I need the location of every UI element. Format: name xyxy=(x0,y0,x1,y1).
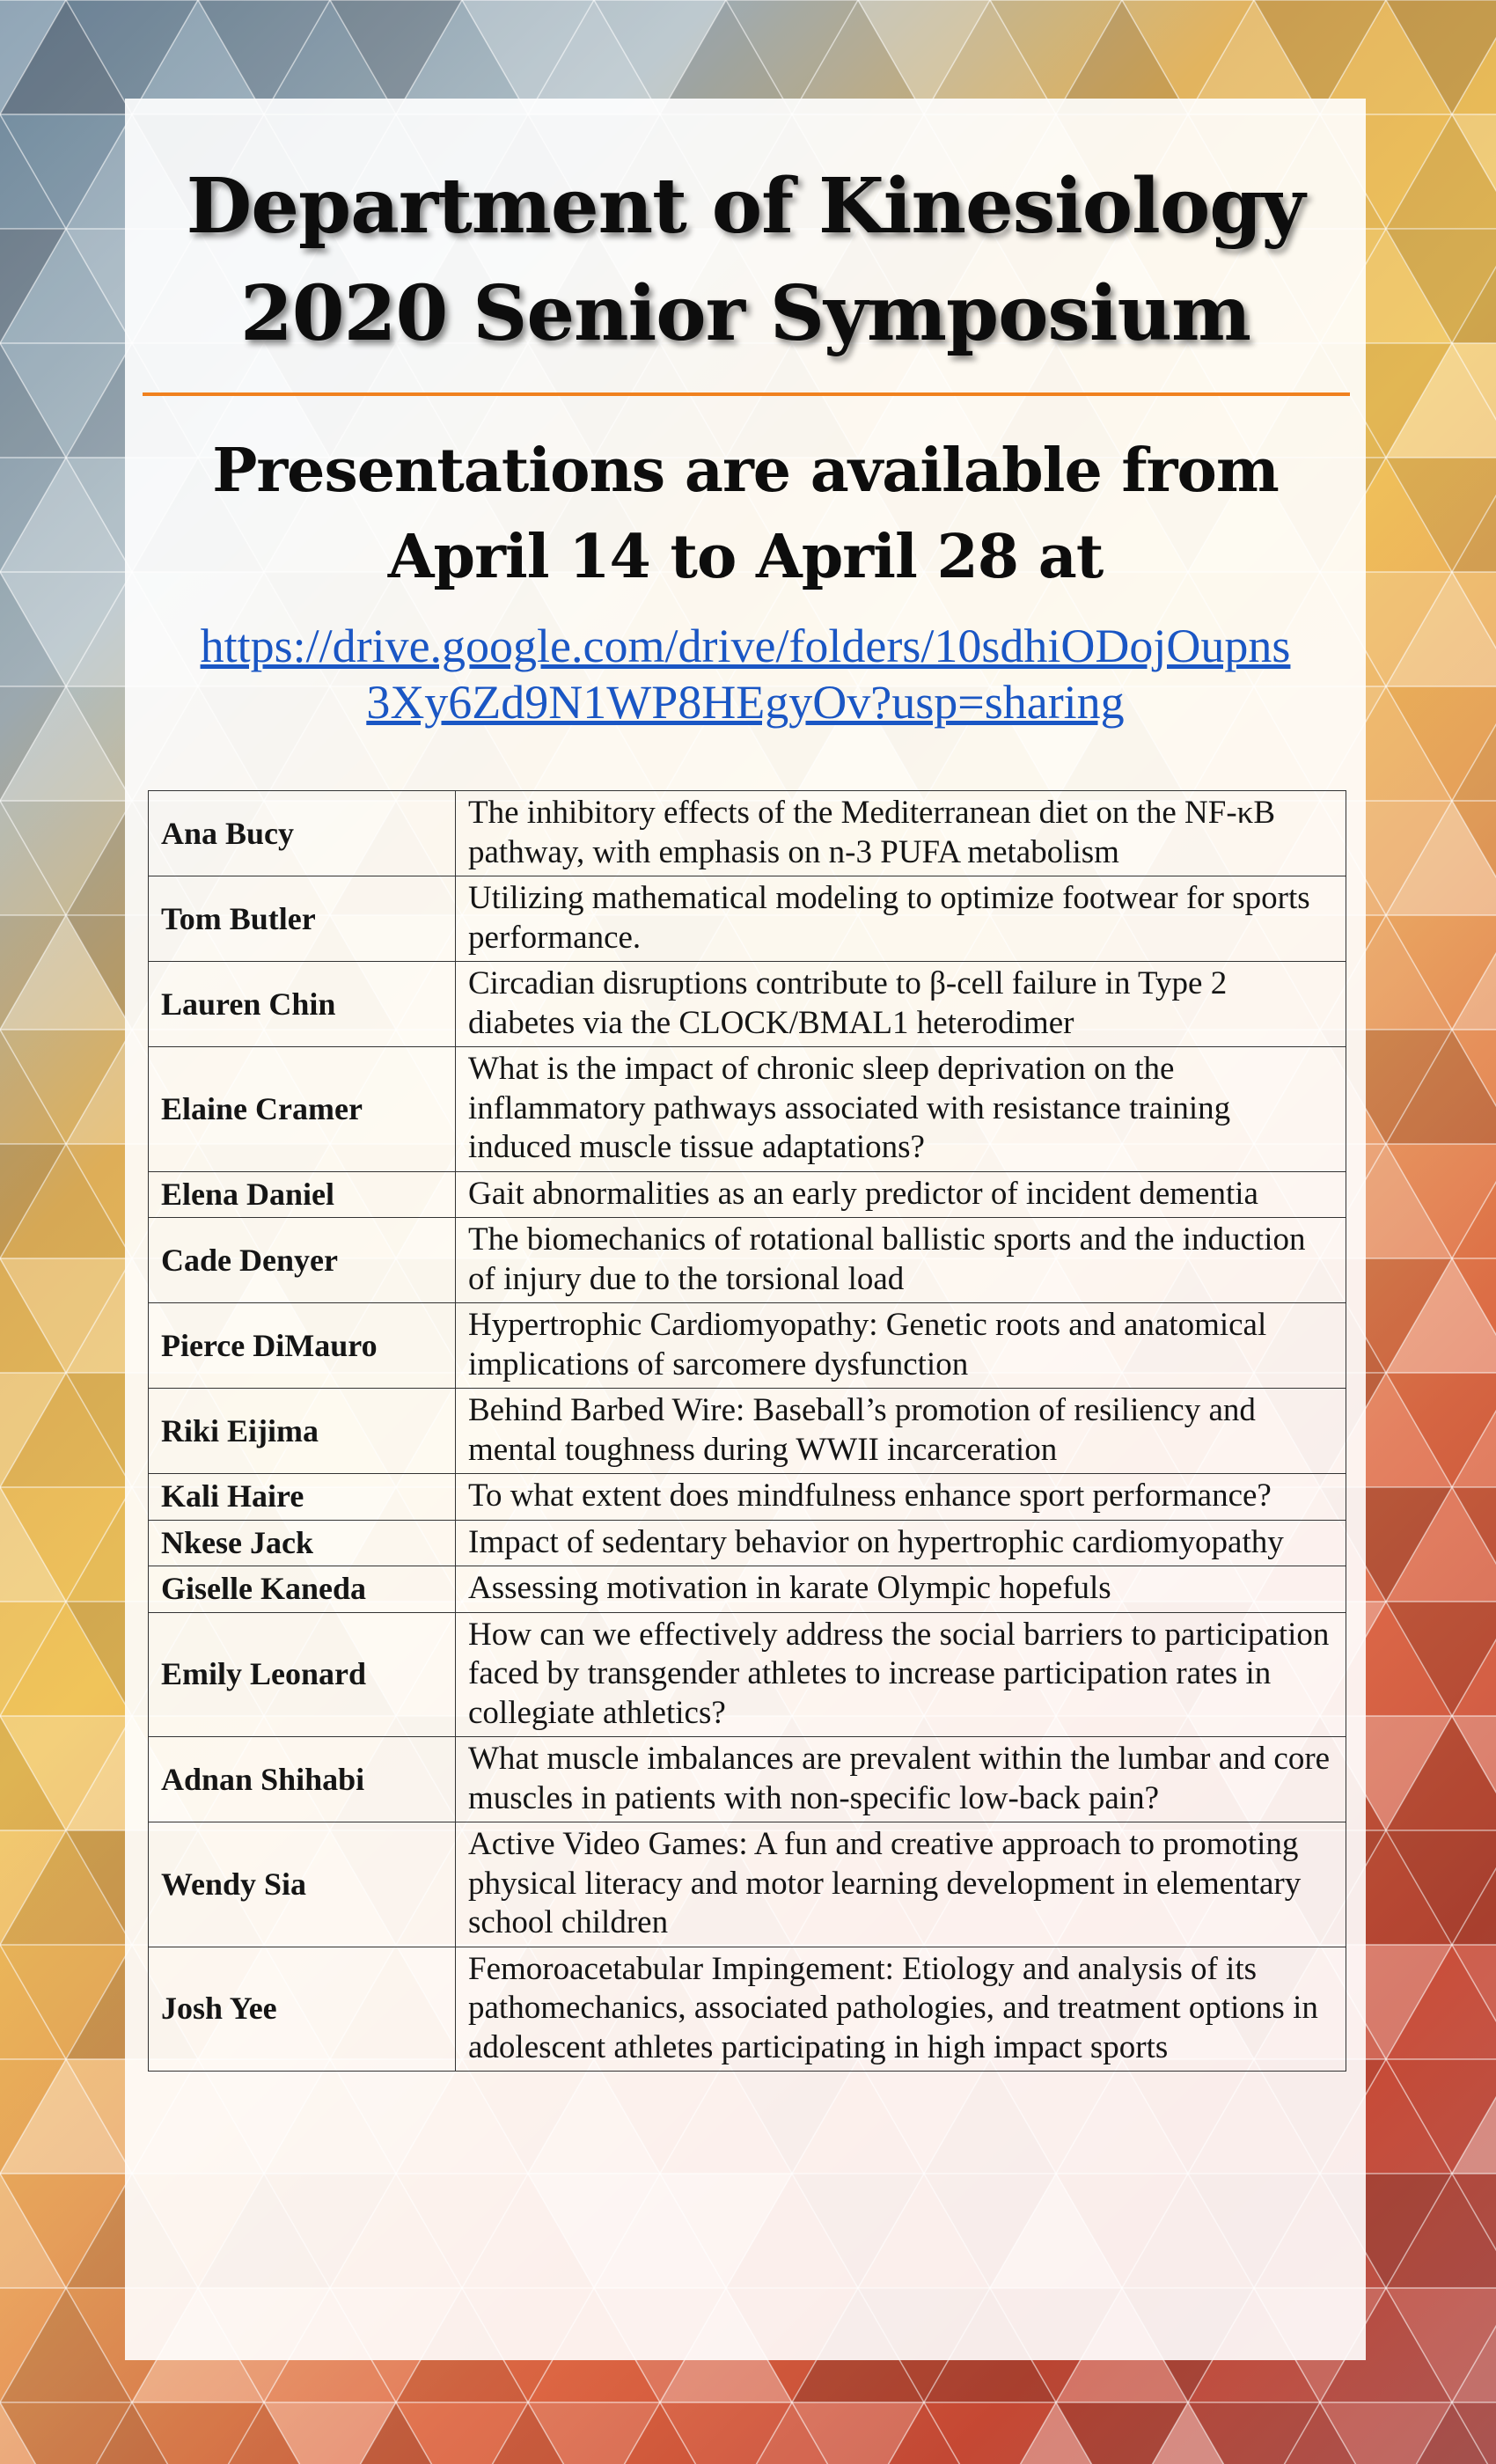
drive-link[interactable] xyxy=(125,618,1366,730)
presentation-topic: Circadian disruptions contribute to β-cell failure in Type 2 diabetes via the CLOCK/BMAL1 heterodimer xyxy=(456,962,1346,1047)
presenter-name: Emily Leonard xyxy=(149,1612,456,1737)
title-line-1: Department of Kinesiology xyxy=(186,162,1305,251)
title-line-2: 2020 Senior Symposium xyxy=(239,269,1251,358)
presentation-topic: Femoroacetabular Impingement: Etiology and analysis of its pathomechanics, associated pathologies, and treatment options in adolescent athletes participating in high impact sports xyxy=(456,1947,1346,2072)
availability-line-1: Presentations are available from xyxy=(212,436,1279,506)
table-row xyxy=(149,1474,1346,1521)
presenter-name: Ana Bucy xyxy=(149,791,456,876)
table-row xyxy=(149,1389,1346,1474)
presentation-topic: Gait abnormalities as an early predictor of incident dementia xyxy=(456,1171,1346,1218)
presentations-table xyxy=(148,790,1346,2072)
presenter-name: Riki Eijima xyxy=(149,1389,456,1474)
drive-link-line-2[interactable]: 3Xy6Zd9N1WP8HEgyOv?usp=sharing xyxy=(366,676,1125,729)
presentation-topic: The biomechanics of rotational ballistic sports and the induction of injury due to the torsional load xyxy=(456,1218,1346,1303)
presentation-topic: Impact of sedentary behavior on hypertrophic cardiomyopathy xyxy=(456,1520,1346,1566)
table-row xyxy=(149,791,1346,876)
presenter-name: Josh Yee xyxy=(149,1947,456,2072)
presenter-name: Giselle Kaneda xyxy=(149,1566,456,1613)
presentation-topic: Behind Barbed Wire: Baseball’s promotion of resiliency and mental toughness during WWII incarceration xyxy=(456,1389,1346,1474)
availability-line-2: April 14 to April 28 at xyxy=(387,522,1104,592)
presenter-name: Elaine Cramer xyxy=(149,1047,456,1172)
presenter-name: Nkese Jack xyxy=(149,1520,456,1566)
table-row xyxy=(149,1737,1346,1822)
presentation-topic: The inhibitory effects of the Mediterranean diet on the NF-κB pathway, with emphasis on n-3 PUFA metabolism xyxy=(456,791,1346,876)
presentation-topic: Active Video Games: A fun and creative approach to promoting physical literacy and motor learning development in elementary school children xyxy=(456,1822,1346,1947)
page-title xyxy=(125,153,1366,368)
presentation-topic: Utilizing mathematical modeling to optimize footwear for sports performance. xyxy=(456,876,1346,962)
table-row xyxy=(149,1218,1346,1303)
presentation-topic: What is the impact of chronic sleep deprivation on the inflammatory pathways associated with resistance training induced muscle tissue adaptations? xyxy=(456,1047,1346,1172)
table-row xyxy=(149,1566,1346,1613)
presentation-topic: Hypertrophic Cardiomyopathy: Genetic roots and anatomical implications of sarcomere dysfunction xyxy=(456,1303,1346,1389)
presenter-name: Kali Haire xyxy=(149,1474,456,1521)
availability-heading xyxy=(125,428,1366,600)
content-panel xyxy=(125,99,1366,2360)
presenter-name: Adnan Shihabi xyxy=(149,1737,456,1822)
presenter-name: Lauren Chin xyxy=(149,962,456,1047)
table-row xyxy=(149,1947,1346,2072)
presenter-name: Elena Daniel xyxy=(149,1171,456,1218)
presentation-topic: Assessing motivation in karate Olympic hopefuls xyxy=(456,1566,1346,1613)
presenter-name: Pierce DiMauro xyxy=(149,1303,456,1389)
orange-divider xyxy=(143,392,1350,396)
presentation-topic: To what extent does mindfulness enhance sport performance? xyxy=(456,1474,1346,1521)
presenter-name: Tom Butler xyxy=(149,876,456,962)
presenter-name: Wendy Sia xyxy=(149,1822,456,1947)
table-row xyxy=(149,1520,1346,1566)
table-row xyxy=(149,1047,1346,1172)
presentation-topic: What muscle imbalances are prevalent within the lumbar and core muscles in patients with non-specific low-back pain? xyxy=(456,1737,1346,1822)
table-row xyxy=(149,876,1346,962)
presenter-name: Cade Denyer xyxy=(149,1218,456,1303)
table-row xyxy=(149,962,1346,1047)
table-row xyxy=(149,1303,1346,1389)
table-row xyxy=(149,1822,1346,1947)
drive-link-line-1[interactable]: https://drive.google.com/drive/folders/10sdhiODojOupns xyxy=(200,620,1291,672)
table-row xyxy=(149,1171,1346,1218)
table-row xyxy=(149,1612,1346,1737)
presentation-topic: How can we effectively address the social barriers to participation faced by transgender athletes to increase participation rates in collegiate athletics? xyxy=(456,1612,1346,1737)
presentations-table-body xyxy=(149,791,1346,2072)
